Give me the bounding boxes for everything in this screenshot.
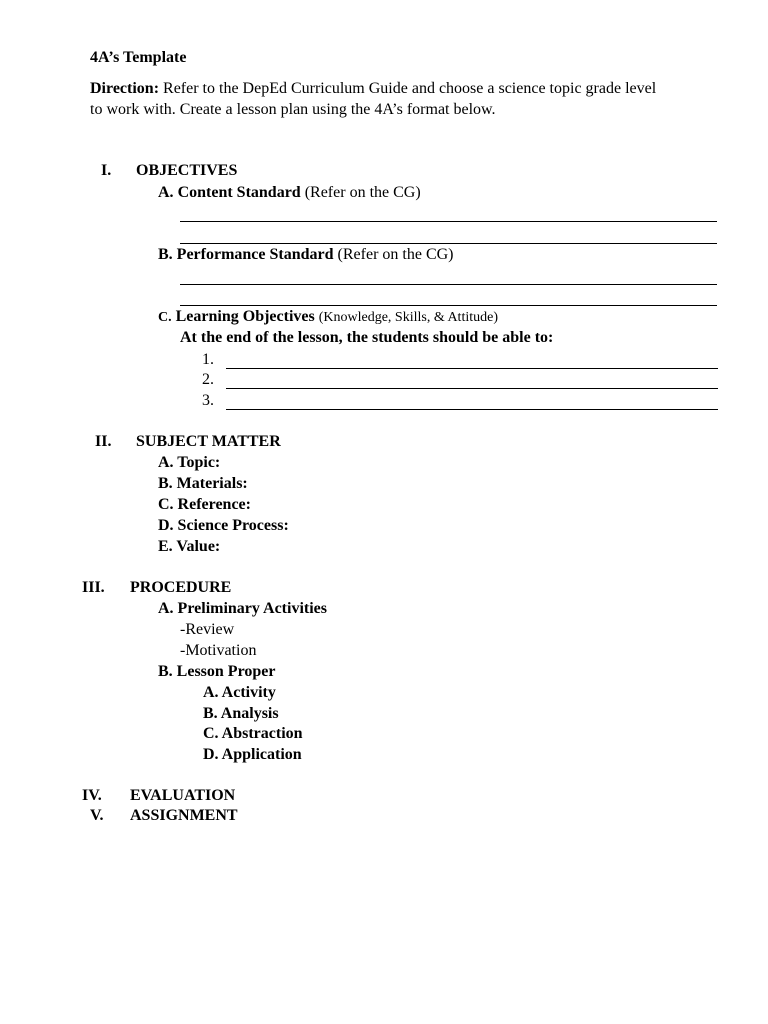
learning-objectives-letter: C. xyxy=(158,310,172,325)
direction-text-1: Refer to the DepEd Curriculum Guide and choose a science topic grade level xyxy=(163,80,657,97)
performance-standard-letter: B. xyxy=(158,246,173,263)
lesson-proper-label: B. Lesson Proper xyxy=(158,663,276,680)
lesson-proper-application: D. Application xyxy=(203,746,302,763)
learning-objectives-lead: At the end of the lesson, the students should be able to: xyxy=(180,329,554,346)
performance-standard-label: Performance Standard xyxy=(176,246,334,263)
learning-objectives-label: Learning Objectives xyxy=(175,308,315,325)
objective-item-2-number: 2. xyxy=(202,371,214,388)
direction-line-1 xyxy=(90,79,656,99)
content-standard-line xyxy=(158,183,421,203)
content-standard-blank-2 xyxy=(180,243,717,244)
subject-matter-heading: SUBJECT MATTER xyxy=(136,433,281,450)
preliminary-motivation: -Motivation xyxy=(180,642,257,659)
evaluation-heading: EVALUATION xyxy=(130,787,236,804)
subject-matter-science-process: D. Science Process: xyxy=(158,517,289,534)
objective-item-1-blank xyxy=(226,368,718,369)
content-standard-label: Content Standard xyxy=(177,184,301,201)
direction-text-2: to work with. Create a lesson plan using the 4A’s format below. xyxy=(90,101,496,118)
subject-matter-value: E. Value: xyxy=(158,538,221,555)
procedure-heading: PROCEDURE xyxy=(130,579,232,596)
subject-matter-topic: A. Topic: xyxy=(158,454,221,471)
preliminary-activities-label: A. Preliminary Activities xyxy=(158,600,327,617)
objectives-numeral: I. xyxy=(101,162,112,179)
objective-item-3-blank xyxy=(226,409,718,410)
objectives-heading: OBJECTIVES xyxy=(136,162,238,179)
assignment-heading: ASSIGNMENT xyxy=(130,807,238,824)
lesson-proper-abstraction: C. Abstraction xyxy=(203,725,303,742)
direction-label: Direction: xyxy=(90,80,160,97)
preliminary-review: -Review xyxy=(180,621,235,638)
subject-matter-reference: C. Reference: xyxy=(158,496,251,513)
performance-standard-blank-2 xyxy=(180,305,717,306)
objective-item-2-blank xyxy=(226,388,718,389)
evaluation-numeral: IV. xyxy=(82,787,102,804)
lesson-proper-analysis: B. Analysis xyxy=(203,705,279,722)
assignment-numeral: V. xyxy=(90,807,104,824)
performance-standard-blank-1 xyxy=(180,284,717,285)
content-standard-blank-1 xyxy=(180,221,717,222)
subject-matter-materials: B. Materials: xyxy=(158,475,248,492)
objective-item-1-number: 1. xyxy=(202,351,214,368)
content-standard-note: (Refer on the CG) xyxy=(304,184,421,201)
content-standard-letter: A. xyxy=(158,184,174,201)
document-title: 4A’s Template xyxy=(90,49,187,66)
performance-standard-line xyxy=(158,245,454,265)
objective-item-3-number: 3. xyxy=(202,392,214,409)
learning-objectives-note: (Knowledge, Skills, & Attitude) xyxy=(318,310,498,325)
lesson-proper-activity: A. Activity xyxy=(203,684,276,701)
subject-matter-numeral: II. xyxy=(95,433,112,450)
learning-objectives-line xyxy=(158,307,498,328)
procedure-numeral: III. xyxy=(82,579,105,596)
performance-standard-note: (Refer on the CG) xyxy=(337,246,454,263)
